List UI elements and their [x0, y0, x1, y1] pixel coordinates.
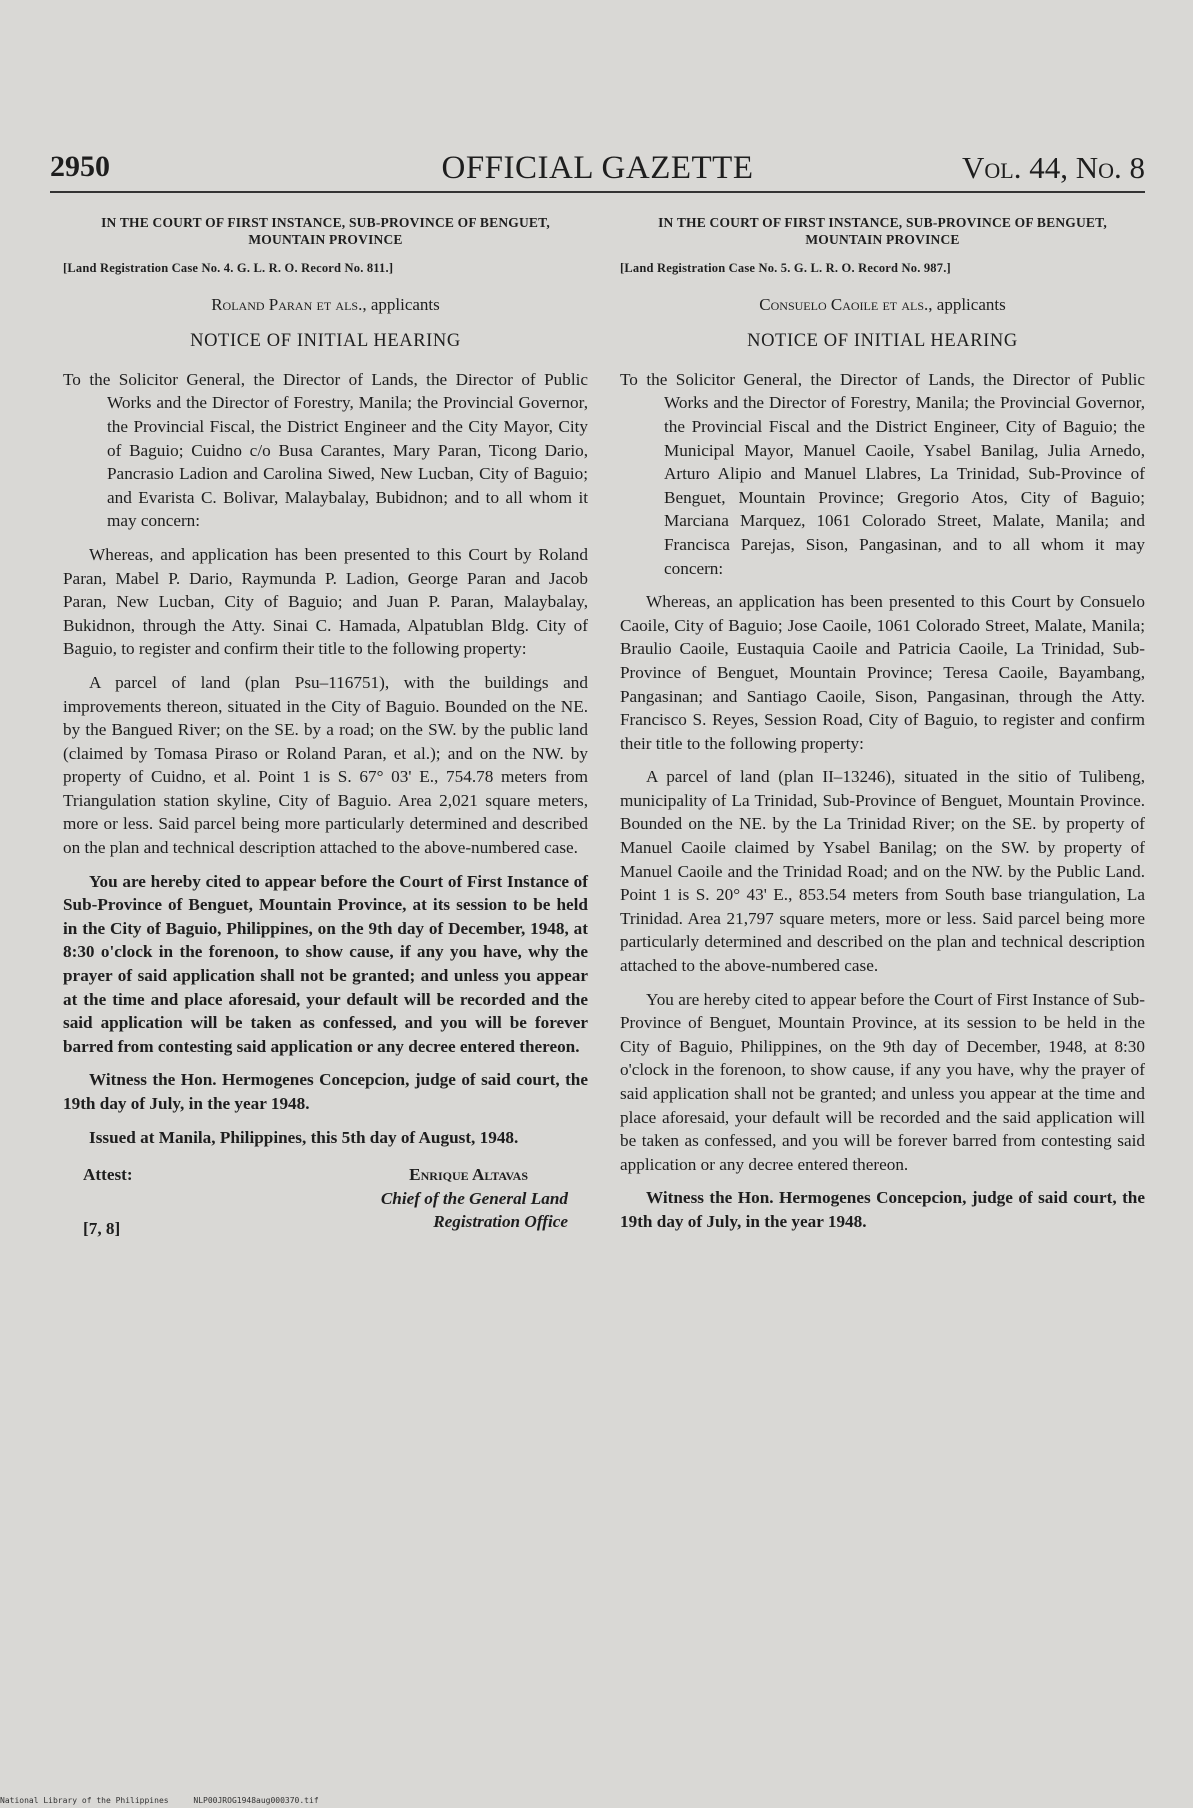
- publication-title: OFFICIAL GAZETTE: [441, 150, 754, 186]
- applicant-name: Roland Paran et als.: [211, 294, 363, 314]
- citation-paragraph: You are hereby cited to appear before the Court of First Instance of Sub-Province of Benguet, Mountain Province, at its session to be held in the City of Baguio, Philippines, on the 9th day of December, 1948, at 8:30 o'clock in the forenoon, to show cause, if any you have, why the prayer of said application shall not be granted; and unless you appear at the time and place aforesaid, your default will be recorded and the said application will be taken as confessed, and you will be forever barred from contesting said application or any decree entered thereon.: [63, 871, 588, 1056]
- applicants-line: [620, 293, 1145, 317]
- property-paragraph: A parcel of land (plan Psu–116751), with the buildings and improvements thereon, situated in the City of Baguio. Bounded on the NE. by the Bangued River; on the SE. by a road; on the SW. by the public land (claimed by Tomasa Piraso or Roland Paran, et al.); and on the NW. by property of Cuidno, et al. Point 1 is S. 67° 03' E., 754.78 meters from Triangulation station skyline, City of Baguio. Area 2,021 square meters, more or less. Said parcel being more particularly determined and described on the plan and technical description attached to the above-numbered case.: [63, 672, 588, 858]
- library-credit: National Library of the Philippines: [0, 1796, 169, 1805]
- page-header: [50, 150, 1145, 190]
- issued-paragraph: Issued at Manila, Philippines, this 5th day of August, 1948.: [89, 1127, 519, 1147]
- case-record: [Land Registration Case No. 5. G. L. R. O. Record No. 987.]: [620, 261, 951, 275]
- left-column: [63, 214, 588, 1255]
- applicant-name: Consuelo Caoile et als.: [759, 294, 929, 314]
- header-rule: [50, 191, 1145, 193]
- property-paragraph: A parcel of land (plan II–13246), situated in the sitio of Tulibeng, municipality of La Trinidad, Sub-Province of Benguet, Mountain Province. Bounded on the NE. by the La Trinidad River; on the SE. by property of Manuel Caoile claimed by Ysabel Banilag; on the SW. by property of Manuel Caoile and the Trinidad Road; and on the NW. by the Public Land. Point 1 is S. 20° 43' E., 853.54 meters from South base triangulation, La Trinidad. Area 21,797 square meters, more or less. Said parcel being more particularly determined and described on the plan and technical description attached to the above-numbered case.: [620, 767, 1145, 976]
- applicant-suffix: , applicants: [928, 294, 1006, 314]
- address-block: To the Solicitor General, the Director of Lands, the Director of Public Works and the Director of Forestry, Manila; the Provincial Governor, the Provincial Fiscal and the District Engineer, City of Baguio; the Municipal Mayor, Manuel Caoile, Ysabel Banilag, Julia Arnedo, Arturo Alipio and Manuel Llabres, La Trinidad, Sub-Province of Benguet, Mountain Province; Gregorio Atos, City of Baguio; Marciana Marquez, 1061 Colorado Street, Malate, Manila; and Francisca Parejas, Sison, Pangasinan, and to all whom it may concern:: [620, 369, 1145, 578]
- issue-code: [7, 8]: [83, 1219, 121, 1239]
- scan-footer: [0, 1796, 339, 1805]
- attestation-block: [63, 1163, 588, 1255]
- applicant-suffix: , applicants: [362, 294, 440, 314]
- file-name: NLP00JROG1948aug000370.tif: [193, 1796, 319, 1805]
- signatory-title-1: Chief of the General Land: [380, 1188, 568, 1208]
- notice-heading: NOTICE OF INITIAL HEARING: [747, 331, 1018, 352]
- witness-paragraph: Witness the Hon. Hermogenes Concepcion, judge of said court, the 19th day of July, in the year 1948.: [63, 1070, 588, 1113]
- signatory-title-2: Registration Office: [433, 1212, 568, 1232]
- court-heading: IN THE COURT OF FIRST INSTANCE, SUB-PROVINCE OF BENGUET, MOUNTAIN PROVINCE: [101, 215, 550, 247]
- court-heading: IN THE COURT OF FIRST INSTANCE, SUB-PROVINCE OF BENGUET, MOUNTAIN PROVINCE: [658, 215, 1107, 247]
- notice-heading: NOTICE OF INITIAL HEARING: [190, 331, 461, 352]
- signatory-name: Enrique Altavas: [409, 1165, 528, 1185]
- whereas-paragraph: Whereas, an application has been presented to this Court by Consuelo Caoile, City of Baguio; Jose Caoile, 1061 Colorado Street, Malate, Manila; Braulio Caoile, Eustaquia Caoile and Patricia Caoile, La Trinidad, Sub-Province of Benguet, Mountain Province; Teresa Caoile, Bayambang, Pangasinan; and Santiago Caoile, Sison, Pangasinan, through the Atty. Francisco S. Reyes, Session Road, City of Baguio, to register and confirm their title to the following property:: [620, 592, 1145, 753]
- witness-paragraph: Witness the Hon. Hermogenes Concepcion, judge of said court, the 19th day of July, in the year 1948.: [620, 1188, 1145, 1231]
- page-number: 2950: [50, 150, 110, 183]
- signature-block: [381, 1163, 568, 1234]
- applicants-line: [63, 293, 588, 317]
- case-record: [Land Registration Case No. 4. G. L. R. O. Record No. 811.]: [63, 261, 394, 275]
- address-block: To the Solicitor General, the Director of Lands, the Director of Public Works and the Director of Forestry, Manila; the Provincial Governor, the Provincial Fiscal, the District Engineer and the City Mayor, City of Baguio; Cuidno c/o Busa Carantes, Mary Paran, Ticong Dario, Pancrasio Ladion and Carolina Siwed, New Lucban, City of Baguio; and Evarista C. Bolivar, Malaybalay, Bubidnon; and to all whom it may concern:: [63, 369, 588, 531]
- whereas-paragraph: Whereas, and application has been presented to this Court by Roland Paran, Mabel P. Dario, Raymunda P. Ladion, George Paran and Jacob Paran, New Lucban, City of Baguio; and Juan P. Paran, Malaybalay, Bukidnon, through the Atty. Sinai C. Hamada, Alpatublan Bldg. City of Baguio, to register and confirm their title to the following property:: [63, 544, 588, 659]
- volume-number: Vol. 44, No. 8: [962, 150, 1145, 185]
- citation-paragraph: You are hereby cited to appear before the Court of First Instance of Sub-Province of Benguet, Mountain Province, at its session to be held in the City of Baguio, Philippines, on the 9th day of December, 1948, at 8:30 o'clock in the forenoon, to show cause, if any you have, why the prayer of said application shall not be granted; and unless you appear at the time and place aforesaid, your default will be recorded and the said application will be taken as confessed, and you will be forever barred from contesting said application or any decree entered thereon.: [620, 989, 1145, 1174]
- right-column: [620, 214, 1145, 1234]
- attest-label: Attest:: [83, 1165, 133, 1185]
